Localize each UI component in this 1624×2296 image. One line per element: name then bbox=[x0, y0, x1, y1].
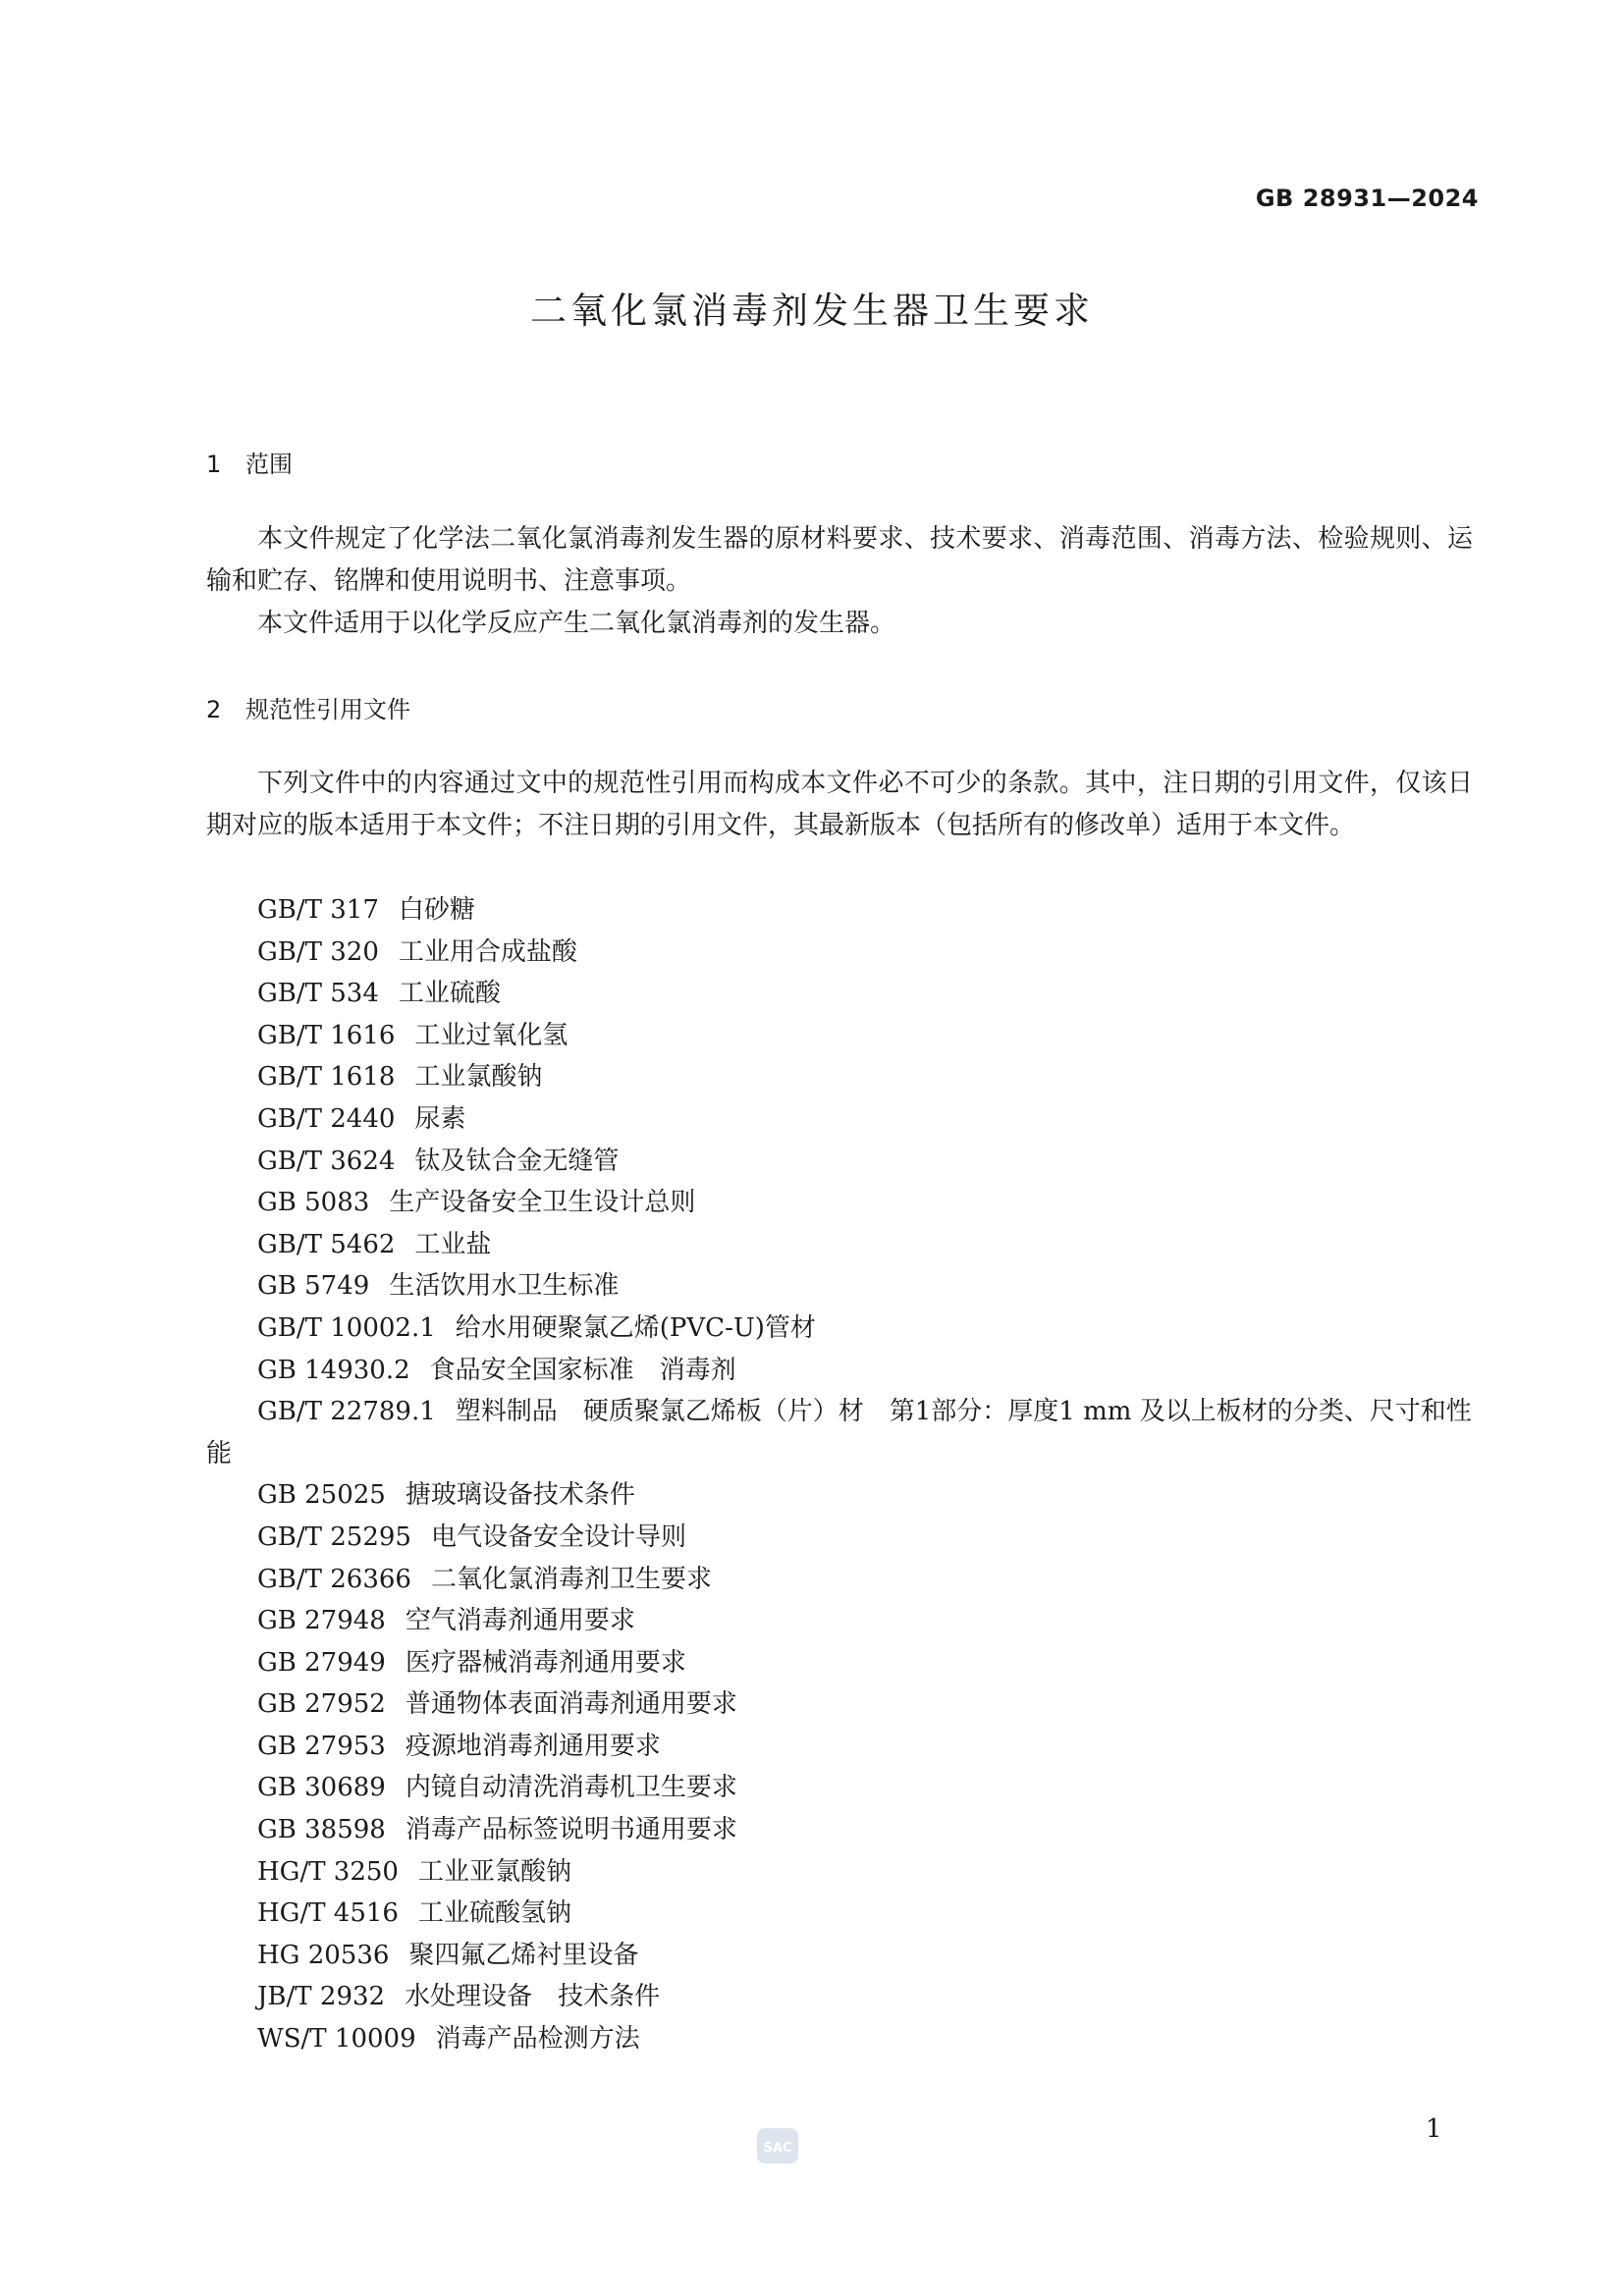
reference-item bbox=[206, 1935, 1473, 1977]
section-2-intro-paragraph: 下列文件中的内容通过文中的规范性引用而构成本文件必不可少的条款。其中，注日期的引用文件，仅该日期对应的版本适用于本文件；不注日期的引用文件，其最新版本（包括所有的修改单）适用于本文件。 bbox=[206, 769, 1473, 840]
reference-item bbox=[206, 1182, 1473, 1224]
reference-code: GB 27953 bbox=[257, 1731, 386, 1761]
reference-title: 二氧化氯消毒剂卫生要求 bbox=[430, 1564, 712, 1594]
reference-item bbox=[206, 1976, 1473, 2018]
sac-logo-icon bbox=[756, 2126, 799, 2165]
section-1-paragraph: 本文件规定了化学法二氧化氯消毒剂发生器的原材料要求、技术要求、消毒范围、消毒方法、检验规则、运输和贮存、铭牌和使用说明书、注意事项。 bbox=[206, 524, 1473, 596]
reference-code: GB/T 2440 bbox=[257, 1103, 396, 1134]
reference-item bbox=[206, 1391, 1473, 1474]
reference-item bbox=[206, 1893, 1473, 1935]
reference-item bbox=[206, 1308, 1473, 1350]
reference-title: 白砂糖 bbox=[398, 895, 475, 925]
reference-item bbox=[206, 1851, 1473, 1894]
reference-title: 工业硫酸氢钠 bbox=[417, 1898, 571, 1929]
reference-title: 普通物体表面消毒剂通用要求 bbox=[405, 1689, 737, 1720]
section-1-body bbox=[206, 518, 1473, 645]
reference-code: GB/T 1616 bbox=[257, 1020, 396, 1050]
reference-code: GB/T 10002.1 bbox=[257, 1312, 436, 1343]
reference-code: HG 20536 bbox=[257, 1940, 390, 1970]
reference-item bbox=[206, 1098, 1473, 1141]
document-title: 二氧化氯消毒剂发生器卫生要求 bbox=[530, 290, 1094, 332]
reference-title: 钛及钛合金无缝管 bbox=[414, 1146, 620, 1176]
reference-title: 医疗器械消毒剂通用要求 bbox=[405, 1647, 686, 1678]
reference-item bbox=[206, 1015, 1473, 1057]
reference-item bbox=[206, 1767, 1473, 1809]
reference-title: 工业盐 bbox=[414, 1229, 492, 1259]
section-1-title: 范围 bbox=[245, 451, 293, 478]
reference-code: GB 27952 bbox=[257, 1689, 386, 1720]
section-1-number: 1 bbox=[206, 451, 222, 478]
reference-title: 聚四氟乙烯衬里设备 bbox=[408, 1940, 639, 1970]
reference-code: GB 5749 bbox=[257, 1271, 370, 1302]
reference-code: GB/T 3624 bbox=[257, 1146, 396, 1176]
reference-code: GB/T 534 bbox=[257, 979, 379, 1009]
reference-title: 工业硫酸 bbox=[398, 979, 501, 1009]
reference-item bbox=[206, 1224, 1473, 1266]
reference-title: 塑料制品 硬质聚氯乙烯板（片）材 第1部分：厚度1 mm 及以上板材的分类、尺寸和性能 bbox=[206, 1397, 1472, 1468]
reference-code: WS/T 10009 bbox=[257, 2024, 416, 2055]
reference-item bbox=[206, 1056, 1473, 1098]
section-2-intro bbox=[206, 763, 1473, 847]
reference-item bbox=[206, 1265, 1473, 1308]
reference-list bbox=[206, 889, 1473, 2060]
reference-title: 尿素 bbox=[414, 1103, 466, 1134]
reference-item bbox=[206, 1726, 1473, 1768]
svg-text:SAC: SAC bbox=[763, 2141, 792, 2156]
reference-code: GB 5083 bbox=[257, 1188, 370, 1218]
reference-title: 搪玻璃设备技术条件 bbox=[405, 1480, 635, 1511]
reference-code: GB/T 317 bbox=[257, 895, 379, 925]
reference-title: 水处理设备 技术条件 bbox=[405, 1982, 661, 2012]
reference-item bbox=[206, 889, 1473, 932]
reference-code: GB/T 26366 bbox=[257, 1564, 411, 1594]
reference-item bbox=[206, 1517, 1473, 1559]
reference-title: 消毒产品检测方法 bbox=[435, 2024, 640, 2055]
reference-item bbox=[206, 973, 1473, 1015]
section-2-title: 规范性引用文件 bbox=[245, 696, 410, 723]
reference-item bbox=[206, 1809, 1473, 1851]
reference-item bbox=[206, 1559, 1473, 1601]
reference-code: HG/T 3250 bbox=[257, 1856, 399, 1887]
reference-code: GB/T 1618 bbox=[257, 1062, 396, 1093]
reference-title: 内镜自动清洗消毒机卫生要求 bbox=[405, 1773, 737, 1803]
reference-item bbox=[206, 1350, 1473, 1392]
reference-code: GB/T 320 bbox=[257, 936, 379, 967]
section-1-heading bbox=[206, 445, 293, 479]
reference-code: GB 25025 bbox=[257, 1480, 386, 1511]
reference-title: 生产设备安全卫生设计总则 bbox=[389, 1188, 696, 1218]
reference-code: GB 14930.2 bbox=[257, 1355, 410, 1385]
reference-code: GB 30689 bbox=[257, 1773, 386, 1803]
reference-code: GB/T 5462 bbox=[257, 1229, 396, 1259]
reference-code: GB 27948 bbox=[257, 1606, 386, 1636]
reference-title: 电气设备安全设计导则 bbox=[430, 1522, 686, 1552]
reference-title: 食品安全国家标准 消毒剂 bbox=[429, 1355, 736, 1385]
reference-item bbox=[206, 1600, 1473, 1642]
section-2-number: 2 bbox=[206, 696, 222, 723]
section-2-heading bbox=[206, 690, 410, 724]
reference-title: 工业用合成盐酸 bbox=[398, 936, 577, 967]
reference-title: 工业过氧化氢 bbox=[414, 1020, 568, 1050]
page-number: 1 bbox=[1426, 2114, 1442, 2144]
reference-item bbox=[206, 2018, 1473, 2060]
reference-title: 生活饮用水卫生标准 bbox=[389, 1271, 620, 1302]
reference-title: 工业氯酸钠 bbox=[414, 1062, 543, 1093]
reference-title: 工业亚氯酸钠 bbox=[417, 1856, 571, 1887]
reference-code: GB/T 22789.1 bbox=[257, 1397, 436, 1427]
reference-item bbox=[206, 1683, 1473, 1726]
standard-code: GB 28931—2024 bbox=[1255, 185, 1479, 212]
reference-title: 消毒产品标签说明书通用要求 bbox=[405, 1815, 737, 1845]
reference-item bbox=[206, 1474, 1473, 1517]
section-1-paragraph: 本文件适用于以化学反应产生二氧化氯消毒剂的发生器。 bbox=[257, 609, 896, 638]
reference-item bbox=[206, 932, 1473, 974]
reference-code: JB/T 2932 bbox=[257, 1982, 386, 2012]
reference-code: GB 27949 bbox=[257, 1647, 386, 1678]
reference-code: HG/T 4516 bbox=[257, 1898, 399, 1929]
reference-title: 给水用硬聚氯乙烯(PVC-U)管材 bbox=[455, 1312, 816, 1343]
reference-item bbox=[206, 1642, 1473, 1684]
reference-code: GB 38598 bbox=[257, 1815, 386, 1845]
reference-code: GB/T 25295 bbox=[257, 1522, 411, 1552]
reference-item bbox=[206, 1141, 1473, 1183]
reference-title: 疫源地消毒剂通用要求 bbox=[405, 1731, 661, 1761]
reference-title: 空气消毒剂通用要求 bbox=[405, 1606, 635, 1636]
